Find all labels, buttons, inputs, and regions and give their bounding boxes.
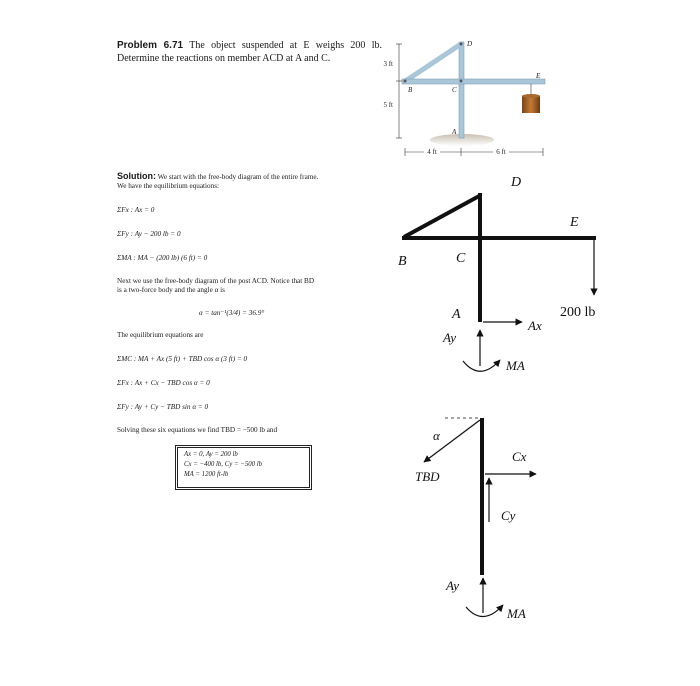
- next-line1: Next we use the free-body diagram of the post ACD. Notice that BD: [117, 277, 315, 285]
- solving-text: Solving these six equations we find TBD = −500 lb and: [117, 426, 278, 434]
- result-line1: Ax = 0, Ay = 200 lb: [184, 451, 238, 458]
- weight-top: [522, 94, 540, 98]
- solution-intro-line2: We have the equilibrium equations:: [117, 182, 220, 190]
- equation-sum-ma: ΣMA : MA − (200 lb) (6 ft) = 0: [117, 254, 208, 262]
- solution-intro-line1: We start with the free-body diagram of the entire frame.: [157, 173, 319, 181]
- pin-b: [404, 80, 407, 83]
- fbd-label-ay: Ay: [443, 330, 456, 345]
- equation-post-sum-fy: ΣFy : Ay + Cy − TBD sin α = 0: [117, 403, 209, 411]
- post-ma-moment-arrow: [466, 605, 503, 617]
- fbd-label-e: E: [570, 215, 579, 230]
- suspended-weight: [522, 96, 540, 113]
- post-acd: [459, 42, 464, 138]
- dim-6ft: 6 ft: [496, 148, 506, 156]
- label-alpha: α: [433, 428, 440, 443]
- label-cx: Cx: [512, 449, 527, 464]
- alpha-equation: α = tan⁻¹(3/4) = 36.9°: [199, 309, 265, 317]
- top-label-d: D: [467, 40, 473, 48]
- label-tbd: TBD: [415, 469, 440, 484]
- fbd-label-ma: MA: [506, 358, 525, 373]
- fbd-label-ax: Ax: [528, 318, 542, 333]
- label-cy: Cy: [501, 508, 516, 523]
- solution-title: Solution:: [117, 171, 156, 181]
- post-label-ma: MA: [507, 606, 526, 621]
- fbd-brace: [404, 195, 481, 237]
- post-label-ay: Ay: [446, 578, 459, 593]
- next-line2: is a two-force body and the angle α is: [117, 286, 225, 294]
- top-label-e: E: [536, 72, 541, 80]
- pin-c: [460, 80, 463, 83]
- problem-label: Problem 6.71: [117, 40, 184, 51]
- force-label-200lb: 200 lb: [560, 305, 596, 320]
- equation-sum-fy: ΣFy : Ay − 200 lb = 0: [117, 230, 181, 238]
- dim-3ft: 3 ft: [383, 60, 393, 68]
- fbd-post-acd: [415, 418, 536, 621]
- frame-illustration: [383, 40, 545, 156]
- equation-sum-fx: ΣFx : Ax = 0: [117, 206, 155, 214]
- equation-post-sum-fx: ΣFx : Ax + Cx − TBD cos α = 0: [117, 379, 210, 387]
- top-label-b: B: [408, 86, 413, 94]
- ma-moment-arrow: [463, 360, 500, 371]
- member-bd: [404, 44, 461, 82]
- fbd-label-c: C: [456, 251, 466, 266]
- result-line3: MA = 1200 ft-lb: [184, 471, 229, 478]
- fbd-entire-frame: [398, 175, 596, 373]
- pin-d: [460, 43, 463, 46]
- fbd-label-a: A: [452, 307, 461, 322]
- equation-sum-mc: ΣMC : MA + Ax (5 ft) + TBD cos α (3 ft) = 0: [117, 355, 248, 363]
- beam-bce: [402, 79, 545, 84]
- dim-4ft: 4 ft: [427, 148, 437, 156]
- equilibrium-equations-label: The equilibrium equations are: [117, 331, 204, 339]
- dim-5ft: 5 ft: [383, 101, 393, 109]
- problem-text: The object suspended at E weighs 200 lb. Determine the reactions on member ACD at A and C.: [117, 40, 382, 64]
- top-label-c: C: [452, 86, 457, 94]
- top-label-a: A: [452, 128, 457, 136]
- fbd-label-d: D: [511, 175, 522, 190]
- result-line2: Cx = −400 lb, Cy = −500 lb: [184, 461, 263, 468]
- fbd-label-b: B: [398, 254, 407, 269]
